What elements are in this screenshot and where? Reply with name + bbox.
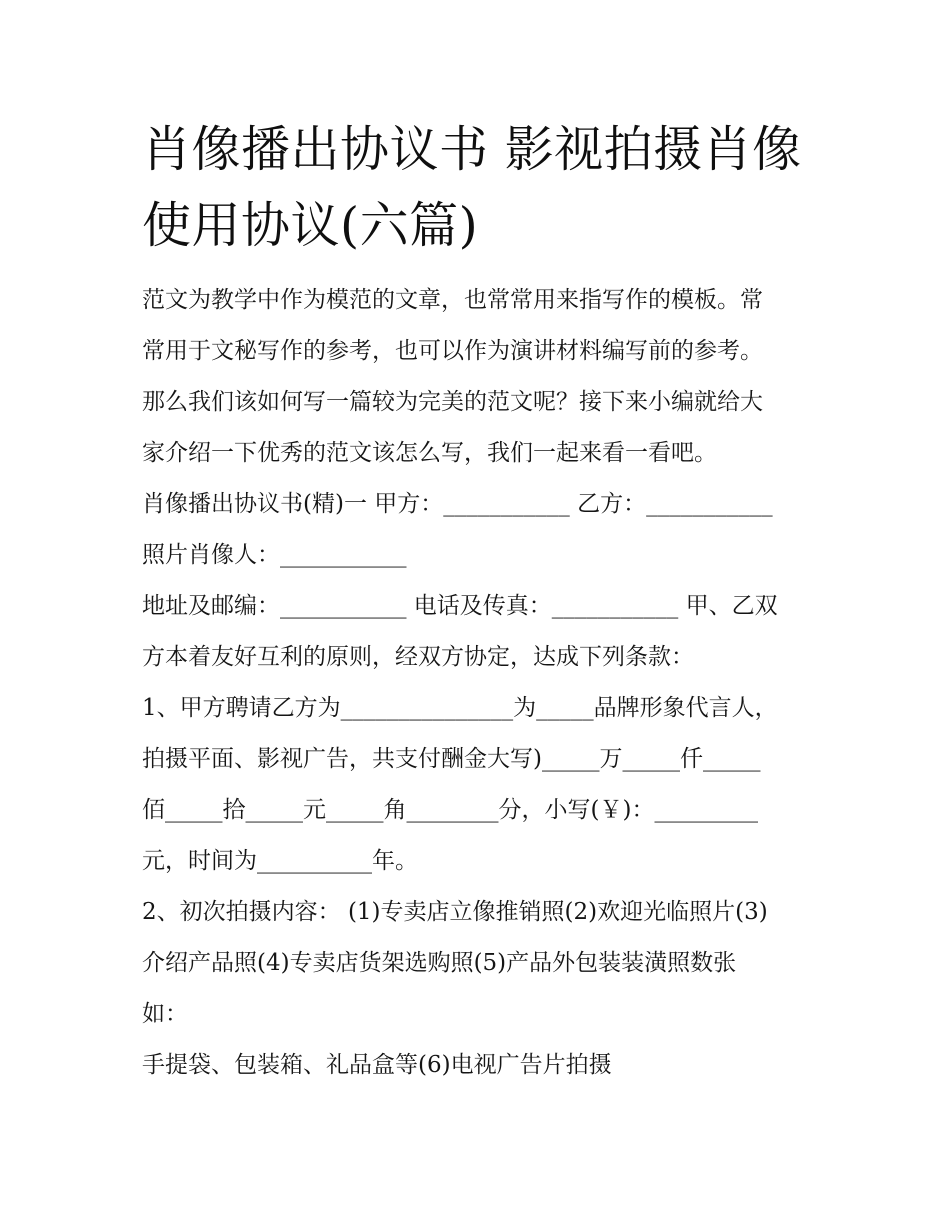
- paragraph-line: 肖像播出协议书(精)一 甲方：___________ 乙方：___________: [142, 491, 773, 517]
- title-line: 使用协议(六篇): [142, 197, 479, 254]
- paragraph-line: 介绍产品照(4)专卖店货架选购照(5)产品外包装装潢照数张: [142, 950, 737, 976]
- paragraph-line: 常用于文秘写作的参考，也可以作为演讲材料编写前的参考。: [142, 338, 763, 364]
- document-body: [142, 281, 832, 1097]
- document-title: [142, 112, 832, 264]
- paragraph-line: 家介绍一下优秀的范文该怎么写，我们一起来看一看吧。: [142, 440, 717, 466]
- paragraph-line: 佰_____拾_____元_____角________分，小写(￥)：_________: [142, 797, 758, 823]
- paragraph-line: 范文为教学中作为模范的文章，也常常用来指写作的模板。常: [142, 287, 763, 313]
- paragraph-line: 元，时间为__________年。: [142, 848, 418, 874]
- paragraph-line: 1、甲方聘请乙方为_______________为_____品牌形象代言人，: [142, 695, 778, 721]
- title-line: 肖像播出协议书 影视拍摄肖像: [142, 121, 802, 178]
- paragraph-line: 手提袋、包装箱、礼品盒等(6)电视广告片拍摄: [142, 1052, 612, 1078]
- paragraph-line: 拍摄平面、影视广告，共支付酬金大写)_____万_____仟_____: [142, 746, 761, 772]
- paragraph-line: 如：: [142, 1001, 188, 1027]
- paragraph-line: 照片肖像人：___________: [142, 542, 407, 568]
- paragraph-line: 那么我们该如何写一篇较为完美的范文呢？接下来小编就给大: [142, 389, 763, 415]
- paragraph-line: 地址及邮编：___________ 电话及传真：___________ 甲、乙双: [142, 593, 778, 619]
- paragraph-line: 2、初次拍摄内容： (1)专卖店立像推销照(2)欢迎光临照片(3): [142, 899, 768, 925]
- paragraph-line: 方本着友好互利的原则，经双方协定，达成下列条款：: [142, 644, 694, 670]
